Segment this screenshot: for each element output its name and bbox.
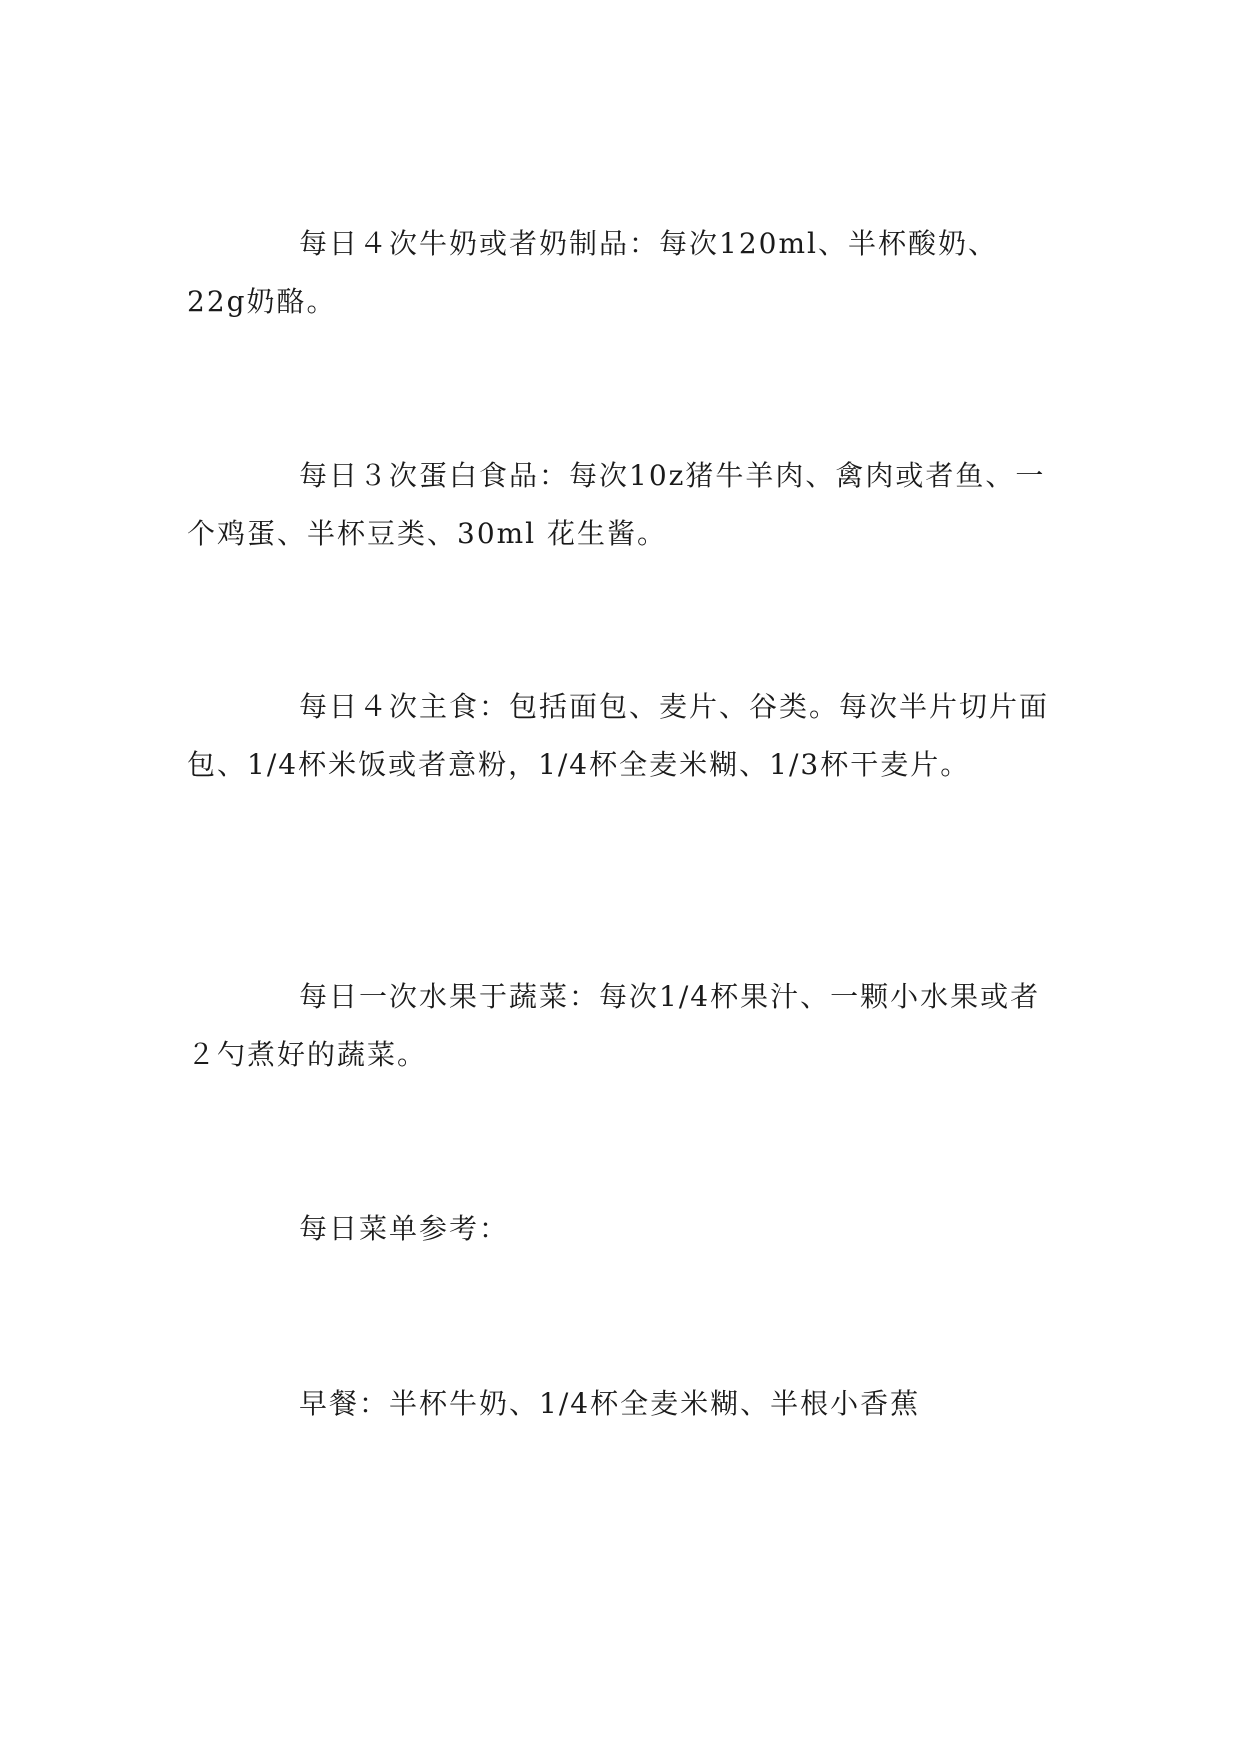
paragraph-protein-foods: 每日３次蛋白食品：每次10z猪牛羊肉、禽肉或者鱼、一个鸡蛋、半杯豆类、30ml 花生酱。: [187, 459, 1046, 550]
paragraph-daily-menu-heading: 每日菜单参考：: [299, 1212, 510, 1245]
paragraph-milk-dairy: 每日４次牛奶或者奶制品：每次120ml、半杯酸奶、22g奶酪。: [187, 227, 998, 318]
paragraph-breakfast: 早餐：半杯牛奶、1/4杯全麦米糊、半根小香蕉: [299, 1387, 921, 1420]
paragraph-staple-foods: 每日４次主食：包括面包、麦片、谷类。每次半片切片面包、1/4杯米饭或者意粉，1/4杯全麦米糊、1/3杯干麦片。: [187, 690, 1050, 781]
paragraph-fruit-vegetables: 每日一次水果于蔬菜：每次1/4杯果汁、一颗小水果或者２勺煮好的蔬菜。: [187, 980, 1041, 1071]
